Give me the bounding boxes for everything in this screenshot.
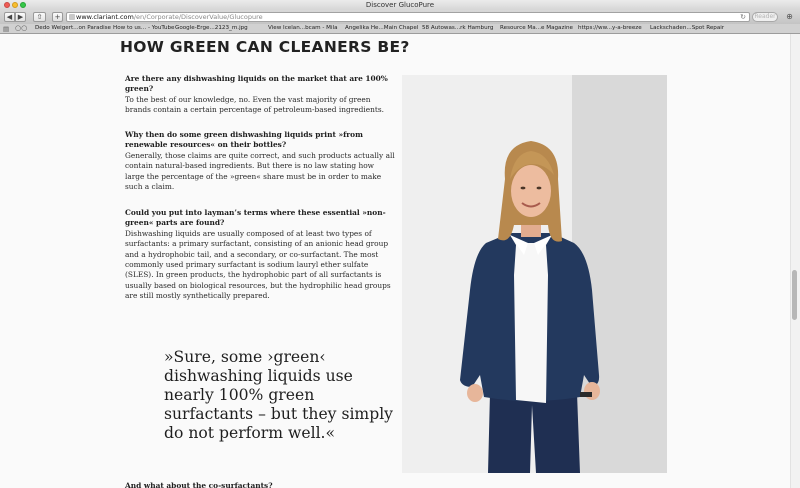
bookmark-item[interactable]: How to us... - YouTube xyxy=(113,25,175,31)
bookmark-item[interactable]: Google-Erge...2123_m.jpg xyxy=(175,25,248,31)
answer: Dishwashing liquids are usually composed of at least two types of surfactants: a primary surfactant, consisting of an anionic head group and a hydrophobic tail, and a secondary, or co-surfactant. The most commonly used primary surfactant is sodium lauryl ether sulfate (SLES). In green products, the hydrophobic part of all surfactants is usually based on biological resources, but the hydrophilic head groups are still mostly synthetically prepared. xyxy=(125,228,391,301)
bookmarks-bar xyxy=(0,24,800,34)
bookmark-item[interactable]: Resource Ma...e Magazine xyxy=(500,25,573,31)
scrollbar-track[interactable] xyxy=(790,34,800,488)
pull-quote: »Sure, some ›green‹ dishwashing liquids use nearly 100% green surfactants – but they simply do not perform well.« xyxy=(164,348,393,442)
back-arrow-icon: ◀ xyxy=(6,13,13,21)
forward-arrow-icon: ▶ xyxy=(17,13,24,21)
question: Could you put into layman’s terms where these essential »non-green« parts are found? xyxy=(125,208,386,228)
portrait-illustration xyxy=(402,75,667,473)
address-bar[interactable] xyxy=(66,12,750,22)
window-title: Discover GlucoPure xyxy=(365,1,435,9)
forward-button[interactable] xyxy=(15,12,26,22)
reload-icon[interactable]: ↻ xyxy=(740,13,746,21)
question: Why then do some green dishwashing liquids print »from renewable resources« on their bottles? xyxy=(125,130,363,150)
bookmark-item[interactable]: https://ww...y-a-breeze xyxy=(578,25,642,31)
reading-list-icon[interactable]: ○○ xyxy=(15,24,28,32)
answer: To the best of our knowledge, no. Even the vast majority of green brands contain a certain percentage of petroleum-based ingredients. xyxy=(125,94,384,115)
url-domain: www.clariant.com xyxy=(76,13,134,21)
qa-block xyxy=(125,130,395,192)
share-icon: ⇧ xyxy=(36,13,43,21)
reader-button[interactable]: Reader xyxy=(752,12,778,22)
close-window-button[interactable] xyxy=(4,2,10,8)
question: And what about the co-surfactants? xyxy=(125,481,273,488)
share-button[interactable] xyxy=(33,12,46,22)
page-content xyxy=(0,34,800,488)
qa-block xyxy=(125,208,395,302)
answer: Generally, those claims are quite correct, and such products actually all contain natural-based ingredients. But there is no law stating how large the percentage of the »green« share must be in order to make such a claim. xyxy=(125,150,395,192)
site-favicon-icon xyxy=(69,14,75,20)
add-bookmark-button[interactable] xyxy=(52,12,63,22)
downloads-icon[interactable]: ⊕ xyxy=(786,12,793,21)
page-heading: HOW GREEN CAN CLEANERS BE? xyxy=(120,38,410,56)
url-path: /en/Corporate/DiscoverValue/Glucopure xyxy=(133,13,263,21)
bookmark-item[interactable]: Angelika He...Main Chapel xyxy=(345,25,419,31)
portrait-photo xyxy=(402,75,667,473)
plus-icon: + xyxy=(54,13,61,21)
bookmark-item[interactable]: Lackschaden...Spot Repair xyxy=(650,25,725,31)
scrollbar-thumb[interactable] xyxy=(792,270,797,320)
bookmark-item[interactable]: View Icelan...bcam - Mila xyxy=(268,25,338,31)
zoom-window-button[interactable] xyxy=(20,2,26,8)
bookmarks-book-icon[interactable]: ▤ xyxy=(3,25,10,33)
minimize-window-button[interactable] xyxy=(12,2,18,8)
bookmark-item[interactable]: Dedo Weigert...on Paradise xyxy=(35,25,112,31)
bookmark-item[interactable]: 58 Autowas...rk Hamburg xyxy=(422,25,494,31)
back-button[interactable] xyxy=(4,12,15,22)
question: Are there any dishwashing liquids on the market that are 100% green? xyxy=(125,74,388,94)
window-titlebar xyxy=(0,0,800,10)
qa-block xyxy=(125,74,395,116)
browser-toolbar xyxy=(0,10,800,24)
